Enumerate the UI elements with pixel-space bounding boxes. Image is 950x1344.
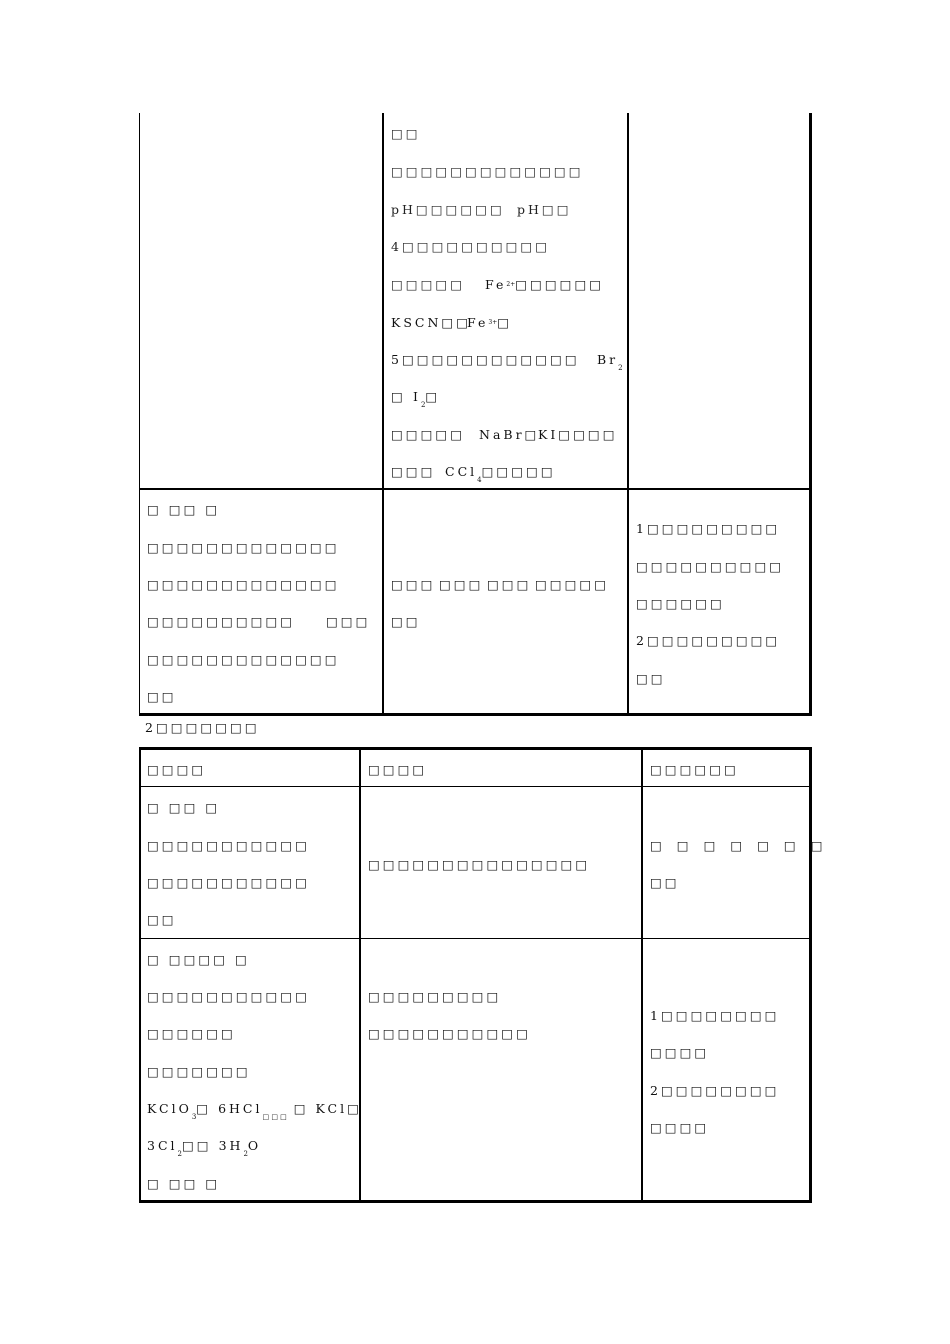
text-line: □□□□□□□□□□ bbox=[147, 614, 296, 629]
text-line: □ □□ □ bbox=[147, 502, 221, 517]
table2-header-separator bbox=[139, 786, 812, 787]
text-line: 2□□□□□□□□ bbox=[650, 1083, 780, 1098]
table2-header-col3: □□□□□□ bbox=[650, 762, 739, 777]
table2-bottom-border bbox=[139, 1200, 812, 1203]
ccl-tail: □□□□□ bbox=[481, 464, 556, 479]
bromine bbox=[597, 353, 623, 375]
kcl: □ KCl□ bbox=[293, 1101, 362, 1116]
table1-row-separator bbox=[139, 488, 812, 490]
ph-label: pH□□ bbox=[517, 202, 572, 217]
text-line: □□□□ bbox=[650, 1045, 710, 1060]
i2-sub: 2 bbox=[420, 401, 426, 409]
fe2-charge: 2+ bbox=[506, 281, 516, 288]
ccl4 bbox=[445, 465, 556, 487]
text-line: □□□□□□□□□□□ bbox=[368, 1026, 531, 1041]
text-line: 1□□□□□□□□ bbox=[650, 1008, 780, 1023]
text-line: 1□□□□□□□□□ bbox=[636, 521, 781, 536]
br-symbol: Br bbox=[597, 352, 619, 367]
table2-header-col1: □□□□ bbox=[147, 762, 207, 777]
text-line: □□□□□□□□□□□□□ bbox=[391, 164, 584, 179]
fe3-ion bbox=[467, 316, 512, 330]
h2o-sub: 2 bbox=[243, 1150, 248, 1158]
text-line: □ □ □ □ □ □ □ bbox=[650, 838, 826, 853]
text-line: □□□□□□□□□□ bbox=[636, 559, 785, 574]
table2-right-border bbox=[809, 747, 812, 1203]
text-line: □□□ bbox=[326, 614, 371, 629]
text-line: □□□□ bbox=[650, 1120, 710, 1135]
ki: KI□□□□ bbox=[538, 427, 618, 442]
cl2-sub: 2 bbox=[177, 1150, 182, 1158]
text-line: □□□□□ bbox=[391, 277, 466, 292]
text-line: □□□□□□□□□□□ bbox=[147, 838, 310, 853]
text-line: □□ bbox=[391, 614, 421, 629]
text-line: □□□□□□ bbox=[147, 1026, 236, 1041]
table1-bottom-border bbox=[139, 713, 812, 716]
hcl-sub: □ □ □ bbox=[262, 1113, 287, 1121]
text-line: □□□□□□□□□□□□□ bbox=[147, 540, 340, 555]
table2-row-separator bbox=[139, 938, 812, 939]
br-sub: 2 bbox=[618, 364, 623, 372]
kclo3: KClO bbox=[147, 1101, 192, 1116]
text-line: □□□□□□□□□□□□□□□ bbox=[368, 857, 591, 872]
fe3-charge: 3+ bbox=[488, 319, 498, 326]
text-line: □ □□ □ bbox=[147, 800, 221, 815]
table2-top-border bbox=[139, 747, 812, 750]
text-line: □□□□□□□□□□□□□ bbox=[147, 652, 340, 667]
text-line: □□ bbox=[147, 912, 177, 927]
i2-tail: □ bbox=[425, 389, 441, 404]
text-line: □□□ bbox=[391, 464, 436, 479]
text-line: □□□□□□ bbox=[636, 596, 725, 611]
table2-header-col2: □□□□ bbox=[368, 762, 428, 777]
text-line: □□ bbox=[636, 671, 666, 686]
text-line: □ □□□□ □ bbox=[147, 952, 250, 967]
ccl-sub: 4 bbox=[477, 476, 482, 484]
text-line: pH□□□□□□ bbox=[391, 202, 505, 217]
table2-divider-1 bbox=[359, 747, 361, 1203]
chemical-equation-line1 bbox=[147, 1102, 362, 1124]
text-line: □□□□□ bbox=[391, 427, 466, 442]
ccl-symbol: CCl bbox=[445, 464, 478, 479]
iodine bbox=[413, 390, 440, 412]
text-line: 5□□□□□□□□□□□□ bbox=[391, 352, 580, 367]
text-line: □□□□□ bbox=[535, 577, 610, 592]
text-line: 2□□□□□□□□□ bbox=[636, 633, 781, 648]
text-line: □□□□□□□□□ bbox=[368, 989, 502, 1004]
cl2: 3Cl bbox=[147, 1138, 178, 1153]
nabr: NaBr□ bbox=[479, 427, 540, 442]
kclo3-sub: 3 bbox=[191, 1113, 197, 1121]
table1-right-border bbox=[809, 113, 812, 716]
text-line: □□□ bbox=[487, 577, 532, 592]
fe2-symbol: Fe bbox=[485, 277, 507, 292]
text-line: 4□□□□□□□□□□ bbox=[391, 239, 551, 254]
text-line: □□□□□□□□□□□ bbox=[147, 875, 310, 890]
text-line: □□□ bbox=[439, 577, 484, 592]
text-line: □□ bbox=[650, 875, 680, 890]
h2o-tail: O bbox=[247, 1138, 262, 1153]
text-line: □□□□□□□ bbox=[147, 1064, 251, 1079]
text-line: □□□□□□□□□□□□□ bbox=[147, 577, 340, 592]
text-line: □ bbox=[391, 389, 406, 404]
table1-divider-1 bbox=[382, 113, 384, 716]
text-line: □□ bbox=[147, 689, 177, 704]
i2-symbol: I bbox=[413, 389, 421, 404]
text-line: □□□□□□□□□□□ bbox=[147, 989, 310, 1004]
table2-divider-2 bbox=[641, 747, 643, 1203]
fe2-tail: □□□□□□ bbox=[515, 277, 605, 292]
fe2-ion bbox=[485, 278, 604, 292]
chemical-equation-line2 bbox=[147, 1139, 261, 1161]
text-line: □□ bbox=[391, 126, 421, 141]
fe3-tail: □ bbox=[497, 315, 513, 330]
text-line: □ □□ □ bbox=[147, 1176, 221, 1191]
table1-divider-2 bbox=[627, 113, 629, 716]
h2o: □□ 3H bbox=[181, 1138, 244, 1153]
fe3-symbol: Fe bbox=[467, 315, 489, 330]
hcl: □ 6HCl bbox=[196, 1101, 263, 1116]
text-line: □□□ bbox=[391, 577, 436, 592]
section-title: 2□□□□□□□ bbox=[145, 720, 260, 735]
text-line: KSCN□□ bbox=[391, 315, 472, 330]
table2-left-border bbox=[139, 747, 141, 1203]
table1-left-border bbox=[139, 113, 140, 716]
